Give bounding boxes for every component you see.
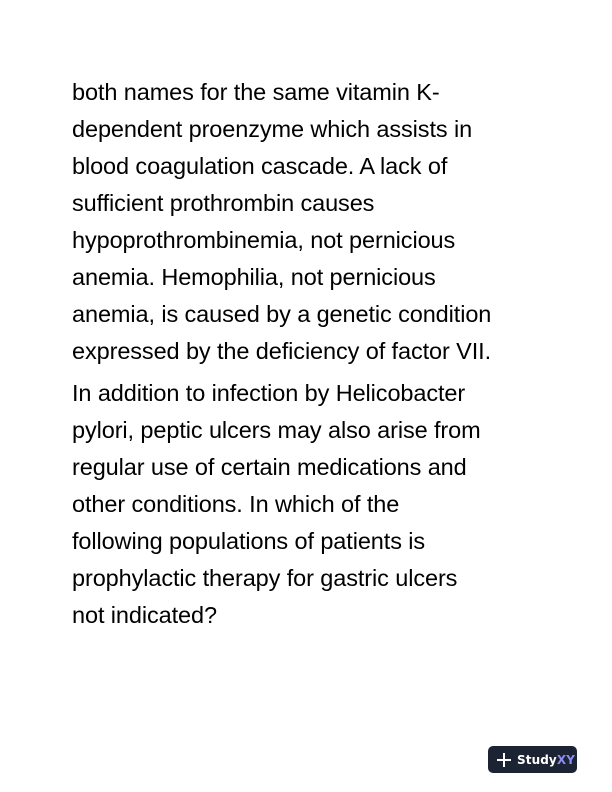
- text-line: expressed by the deficiency of factor VII.: [72, 338, 492, 364]
- text-line: blood coagulation cascade. A lack of: [72, 153, 448, 179]
- text-line: pylori, peptic ulcers may also arise from: [72, 417, 481, 443]
- text-line: prophylactic therapy for gastric ulcers: [72, 565, 458, 591]
- watermark-text-main: Study: [517, 752, 557, 767]
- text-line: hypoprothrombinemia, not pernicious: [72, 227, 456, 253]
- watermark-text: [517, 753, 575, 767]
- text-line: In addition to infection by Helicobacter: [72, 380, 466, 406]
- document-body: [72, 74, 542, 634]
- text-line: both names for the same vitamin K-: [72, 79, 440, 105]
- explanation-paragraph: [72, 74, 542, 370]
- text-line: anemia. Hemophilia, not pernicious: [72, 264, 436, 290]
- question-paragraph: [72, 375, 542, 634]
- text-line: following populations of patients is: [72, 528, 426, 554]
- text-line: anemia, is caused by a genetic condition: [72, 301, 492, 327]
- text-line: other conditions. In which of the: [72, 491, 400, 517]
- studyxy-watermark: [488, 746, 577, 773]
- text-line: regular use of certain medications and: [72, 454, 467, 480]
- text-line: dependent proenzyme which assists in: [72, 116, 473, 142]
- text-line: not indicated?: [72, 602, 217, 628]
- text-line: sufficient prothrombin causes: [72, 190, 375, 216]
- watermark-text-accent: XY: [556, 752, 575, 767]
- plus-icon: [497, 753, 511, 767]
